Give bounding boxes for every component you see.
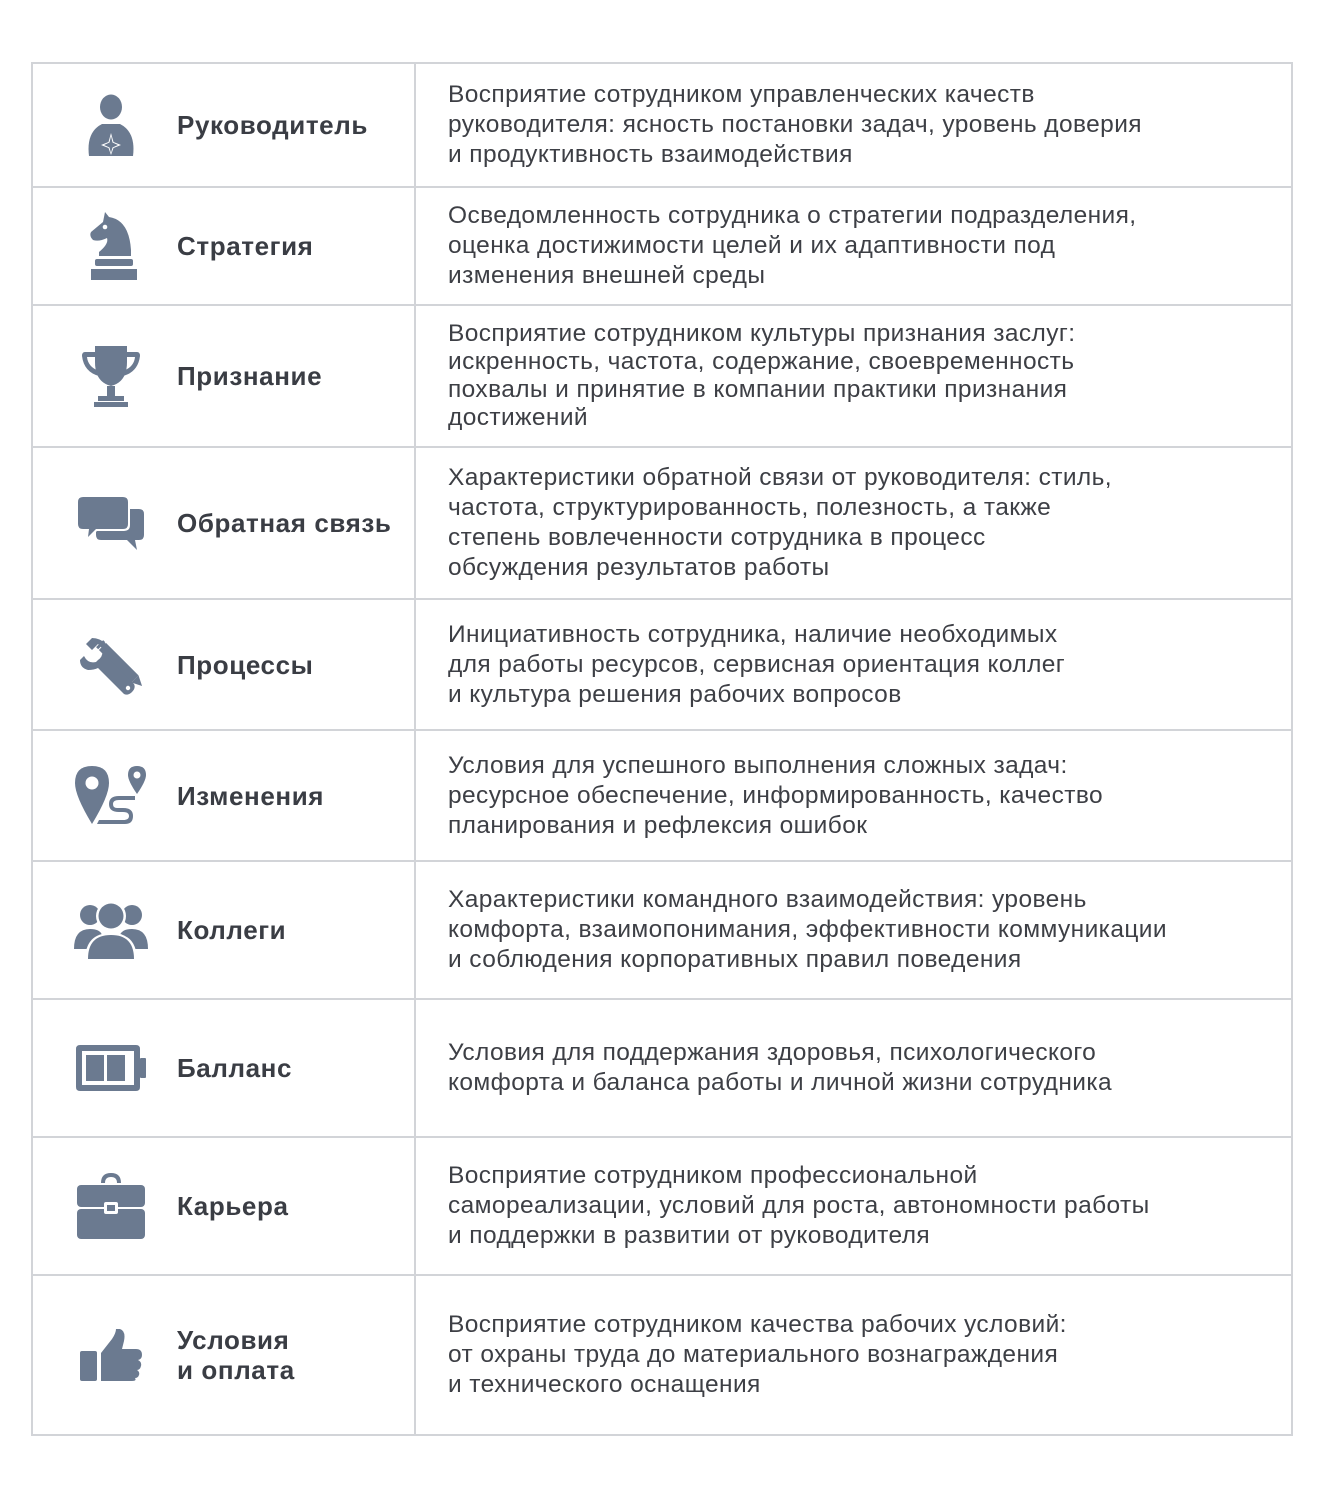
table-row xyxy=(32,999,1292,1137)
factor-cell xyxy=(32,63,415,187)
factor-cell xyxy=(32,861,415,999)
table-row xyxy=(32,447,1292,599)
factor-cell xyxy=(32,1137,415,1275)
factor-description: Инициативность сотрудника, наличие необходимых для работы ресурсов, сервисная ориентация коллег и культура решения рабочих вопросов xyxy=(415,599,1292,730)
table-row xyxy=(32,1137,1292,1275)
factor-title: Изменения xyxy=(177,780,325,811)
table-row xyxy=(32,305,1292,447)
factor-title: Признание xyxy=(177,361,323,391)
factor-description: Восприятие сотрудником качества рабочих условий: от охраны труда до материального вознаграждения и технического оснащения xyxy=(415,1275,1292,1435)
factor-description: Условия для поддержания здоровья, психологического комфорта и баланса работы и личной жизни сотрудника xyxy=(415,999,1292,1137)
table-row xyxy=(32,63,1292,187)
table-row xyxy=(32,187,1292,305)
factor-title: Руководитель xyxy=(177,110,368,140)
factor-cell xyxy=(32,599,415,730)
battery-icon xyxy=(73,1045,149,1091)
factor-description: Восприятие сотрудником управленческих качеств руководителя: ясность постановки задач, уровень доверия и продуктивность взаимодействия xyxy=(415,63,1292,187)
table-row xyxy=(32,861,1292,999)
factor-title: Балланс xyxy=(177,1053,293,1083)
factor-cell xyxy=(32,187,415,305)
leader-icon xyxy=(73,94,149,156)
tools-icon xyxy=(73,634,149,696)
team-icon xyxy=(73,899,149,961)
factor-cell xyxy=(32,730,415,861)
factors-table xyxy=(31,62,1293,1436)
factor-title: Условия и оплата xyxy=(177,1325,295,1385)
factor-description: Восприятие сотрудником культуры признания заслуг: искренность, частота, содержание, своевременность похвалы и принятие в компании практики признания достижений xyxy=(415,305,1292,447)
factor-title: Процессы xyxy=(177,649,314,680)
factor-title: Обратная связь xyxy=(177,508,392,538)
factor-cell xyxy=(32,447,415,599)
table-row xyxy=(32,730,1292,861)
factor-cell xyxy=(32,305,415,447)
factor-description: Характеристики командного взаимодействия: уровень комфорта, взаимопонимания, эффективности коммуникации и соблюдения корпоративных правил поведения xyxy=(415,861,1292,999)
thumbs-up-icon xyxy=(73,1329,149,1381)
factor-cell xyxy=(32,999,415,1137)
chat-bubbles-icon xyxy=(73,495,149,551)
briefcase-icon xyxy=(73,1173,149,1239)
table-row xyxy=(32,1275,1292,1435)
factor-description: Осведомленность сотрудника о стратегии подразделения, оценка достижимости целей и их адаптивности под изменения внешней среды xyxy=(415,187,1292,305)
chess-knight-icon xyxy=(73,210,149,282)
route-pin-icon xyxy=(73,766,149,826)
factor-title: Коллеги xyxy=(177,915,287,945)
factor-description: Характеристики обратной связи от руководителя: стиль, частота, структурированность, полезность, а также степень вовлеченности сотрудника в процесс обсуждения результатов работы xyxy=(415,447,1292,599)
trophy-icon xyxy=(73,344,149,408)
factor-title: Стратегия xyxy=(177,231,314,261)
factor-description: Условия для успешного выполнения сложных задач: ресурсное обеспечение, информированность, качество планирования и рефлексия ошибок xyxy=(415,730,1292,861)
factor-cell xyxy=(32,1275,415,1435)
factor-description: Восприятие сотрудником профессиональной самореализации, условий для роста, автономности работы и поддержки в развитии от руководителя xyxy=(415,1137,1292,1275)
factor-title: Карьера xyxy=(177,1191,289,1221)
table-row xyxy=(32,599,1292,730)
